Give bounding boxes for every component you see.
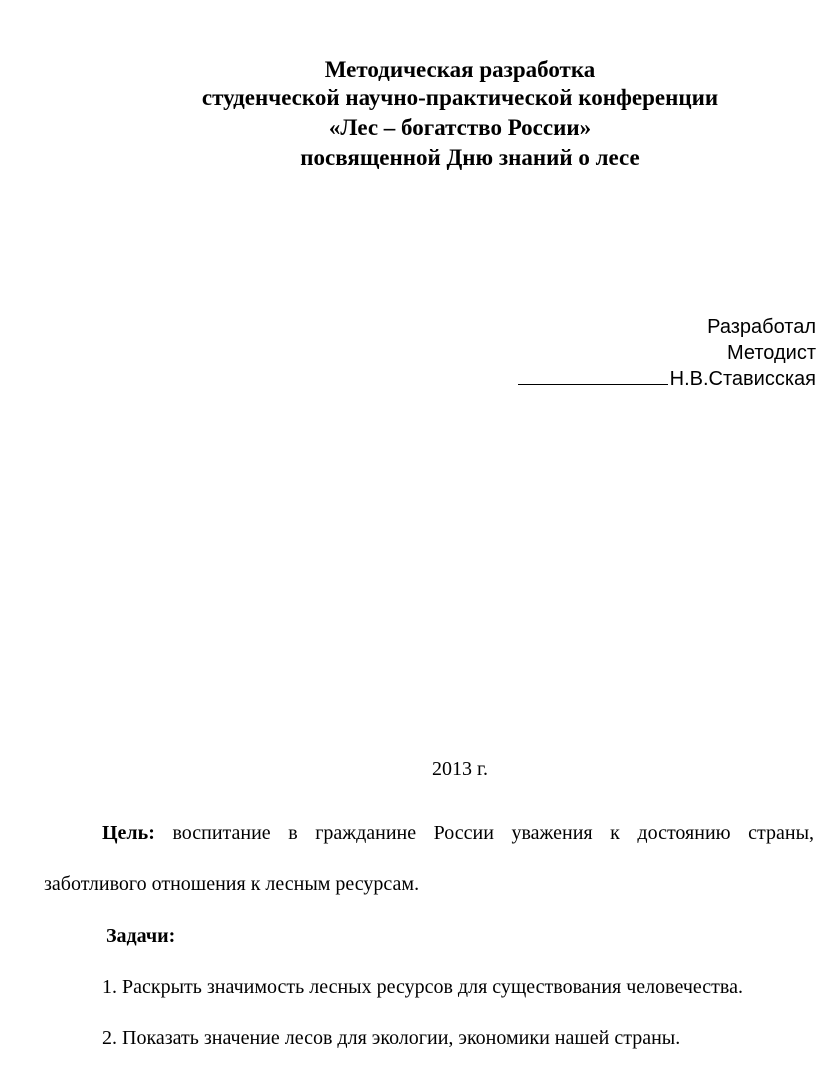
task-item: 2. Показать значение лесов для экологии, экономики нашей страны. [102,1027,681,1049]
title-line-2: студенческой научно-практической конференции [201,85,719,110]
author-signature [518,366,816,392]
goal-paragraph [102,820,814,846]
goal-label: Цель: [102,822,155,844]
task-item: 1. Раскрыть значимость лесных ресурсов для существования человечества. [102,976,743,998]
goal-text-part2: заботливого отношения к лесным ресурсам. [44,873,420,895]
tasks-heading: Задачи: [106,925,176,947]
goal-text-part1: воспитание в гражданине России уважения к достоянию страны, [172,822,815,844]
author-position: Методист [727,342,816,364]
title-line-4: посвященной Дню знаний о лесе [300,145,640,170]
document-year: 2013 г. [432,758,488,780]
title-line-3: «Лес – богатство России» [328,115,592,140]
title-line-1: Методическая разработка [324,57,596,82]
signature-line [518,366,668,385]
author-label: Разработал [707,316,816,338]
author-name: Н.В.Стависская [669,368,816,390]
